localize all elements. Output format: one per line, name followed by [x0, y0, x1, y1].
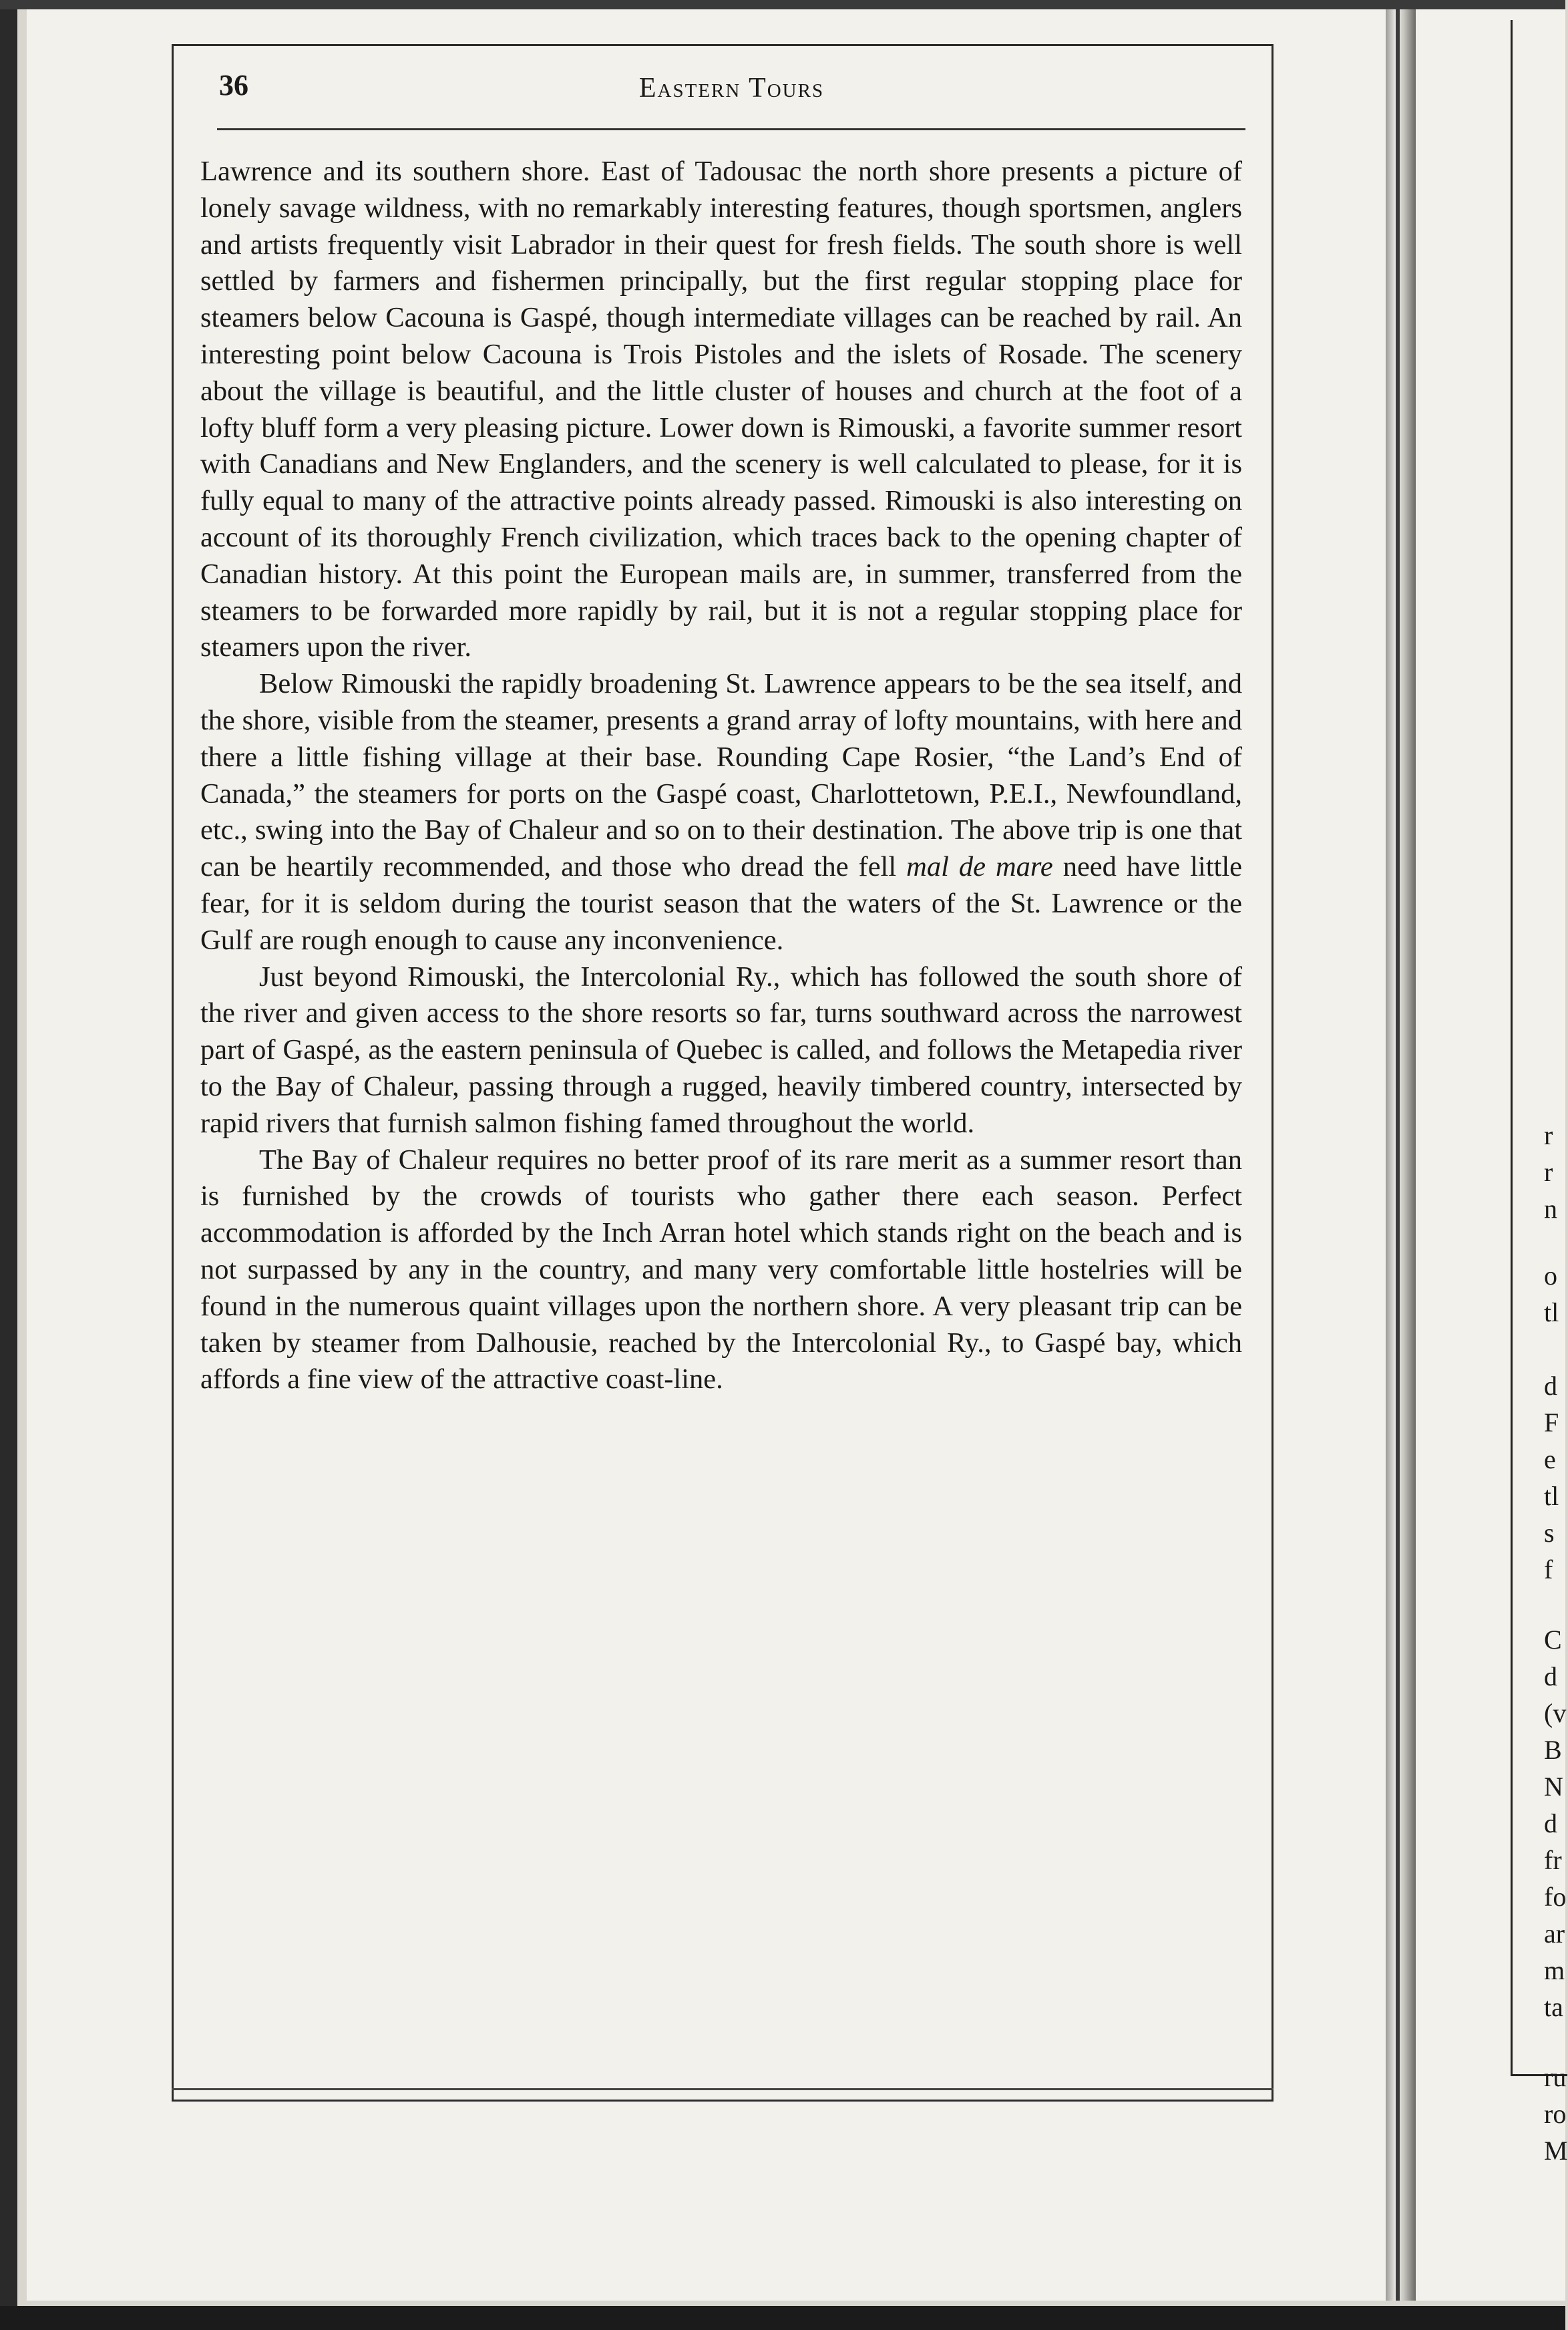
paragraph-text: need have little fear, for it is seldom during the tourist season that the waters of the St. Lawrence or the Gulf are rough enough to cause any inconvenience.	[200, 851, 1242, 956]
adjacent-page-fragment: r	[1544, 1120, 1553, 1150]
adjacent-page-fragment: M	[1544, 2136, 1568, 2166]
scan-top-edge	[0, 0, 1565, 9]
running-head: Eastern Tours	[638, 73, 825, 104]
paragraph	[200, 959, 1242, 1142]
adjacent-page-fragment: d	[1544, 1808, 1557, 1838]
adjacent-page-fragment: s	[1544, 1518, 1555, 1548]
adjacent-page-fragment: F	[1544, 1407, 1559, 1438]
adjacent-page-fragment: (v	[1544, 1698, 1567, 1728]
adjacent-page-fragment: e	[1544, 1444, 1556, 1474]
paragraph-text: Just beyond Rimouski, the Intercolonial Ry., which has followed the south shore of the river and given access to the shore resorts so far, turns southward across the narrowest part of Gaspé, as the eastern peninsula of Quebec is called, and follows the Metapedia river to the Bay of Chaleur, passing through a rugged, heavily timbered country, intersected by rapid rivers that furnish salmon fishing famed throughout the world.	[200, 961, 1242, 1139]
footer-rule	[172, 2088, 1273, 2090]
paragraph-text: Below Rimouski the rapidly broadening St. Lawrence appears to be the sea itself, and the shore, visible from the steamer, presents a grand array of lofty mountains, with here and there a little fishing village at their base. Rounding Cape Rosier, “the Land’s End of Canada,” the steamers for ports on the Gaspé coast, Charlottetown, P.E.I., Newfoundland, etc., swing into the Bay of Chaleur and so on to their destination. The above trip is one that can be heartily recommended, and those who dread the fell	[200, 668, 1242, 883]
header-rule	[217, 128, 1245, 130]
paragraph	[200, 666, 1242, 959]
adjacent-page-fragment: ro	[1544, 2099, 1567, 2129]
adjacent-page-frame	[1511, 20, 1567, 2076]
page-number: 36	[219, 69, 248, 102]
body-text	[200, 154, 1242, 1398]
adjacent-page-fragment: o	[1544, 1261, 1557, 1291]
adjacent-page-fragment: ar	[1544, 1919, 1565, 1949]
adjacent-page-fragment: r	[1544, 1157, 1553, 1187]
adjacent-page-fragment: d	[1544, 1371, 1557, 1401]
adjacent-page-fragment: fr	[1544, 1845, 1562, 1875]
adjacent-page-fragment: ru	[1544, 2062, 1567, 2092]
adjacent-page-fragment: m	[1544, 1955, 1565, 1985]
paragraph	[200, 1142, 1242, 1399]
scan-bottom-edge	[0, 2306, 1565, 2330]
adjacent-page-fragment: N	[1544, 1772, 1563, 1802]
adjacent-page-fragment: tl	[1544, 1297, 1559, 1327]
adjacent-page-fragment: f	[1544, 1554, 1553, 1585]
adjacent-page-fragment: n	[1544, 1194, 1557, 1224]
gutter-line	[1396, 9, 1400, 2301]
adjacent-page-fragment: C	[1544, 1625, 1562, 1655]
scan-left-edge	[0, 0, 17, 2330]
adjacent-page-fragment: tl	[1544, 1481, 1559, 1511]
paragraph-text: The Bay of Chaleur requires no better proof of its rare merit as a summer resort than is furnished by the crowds of tourists who gather there each season. Perfect accommodation is afforded by the Inch Arran hotel which stands right on the beach and is not surpassed by any in the country, and many very comfortable little hostelries will be found in the numerous quaint villages upon the northern shore. A very pleasant trip can be taken by steamer from Dalhousie, reached by the Intercolonial Ry., to Gaspé bay, which affords a fine view of the attractive coast-line.	[200, 1144, 1242, 1395]
paragraph-text: Lawrence and its southern shore. East of Tadousac the north shore presents a picture of lonely savage wildness, with no remarkably interesting features, though sportsmen, anglers and artists frequently visit Labrador in their quest for fresh fields. The south shore is well settled by farmers and fishermen principally, but the first regular stopping place for steamers below Cacouna is Gaspé, though intermediate villages can be reached by rail. An interesting point below Cacouna is Trois Pistoles and the islets of Rosade. The scenery about the village is beautiful, and the little cluster of houses and church at the foot of a lofty bluff form a very pleasing picture. Lower down is Rimouski, a favorite summer resort with Canadians and New Englanders, and the scenery is well calculated to please, for it is fully equal to many of the attractive points already passed. Rimouski is also interesting on account of its thoroughly French civilization, which traces back to the opening chapter of Canadian history. At this point the European mails are, in summer, transferred from the steamers to be forwarded more rapidly by rail, but it is not a regular stopping place for steamers upon the river.	[200, 156, 1242, 663]
adjacent-page-fragment: B	[1544, 1735, 1562, 1765]
paragraph	[200, 154, 1242, 666]
book-binding	[1386, 9, 1416, 2301]
adjacent-page-fragment: ta	[1544, 1992, 1563, 2022]
page-header	[219, 68, 1244, 115]
italic-phrase: mal de mare	[906, 851, 1053, 883]
adjacent-page-fragment: fo	[1544, 1882, 1567, 1912]
adjacent-page-fragment: d	[1544, 1661, 1557, 1691]
